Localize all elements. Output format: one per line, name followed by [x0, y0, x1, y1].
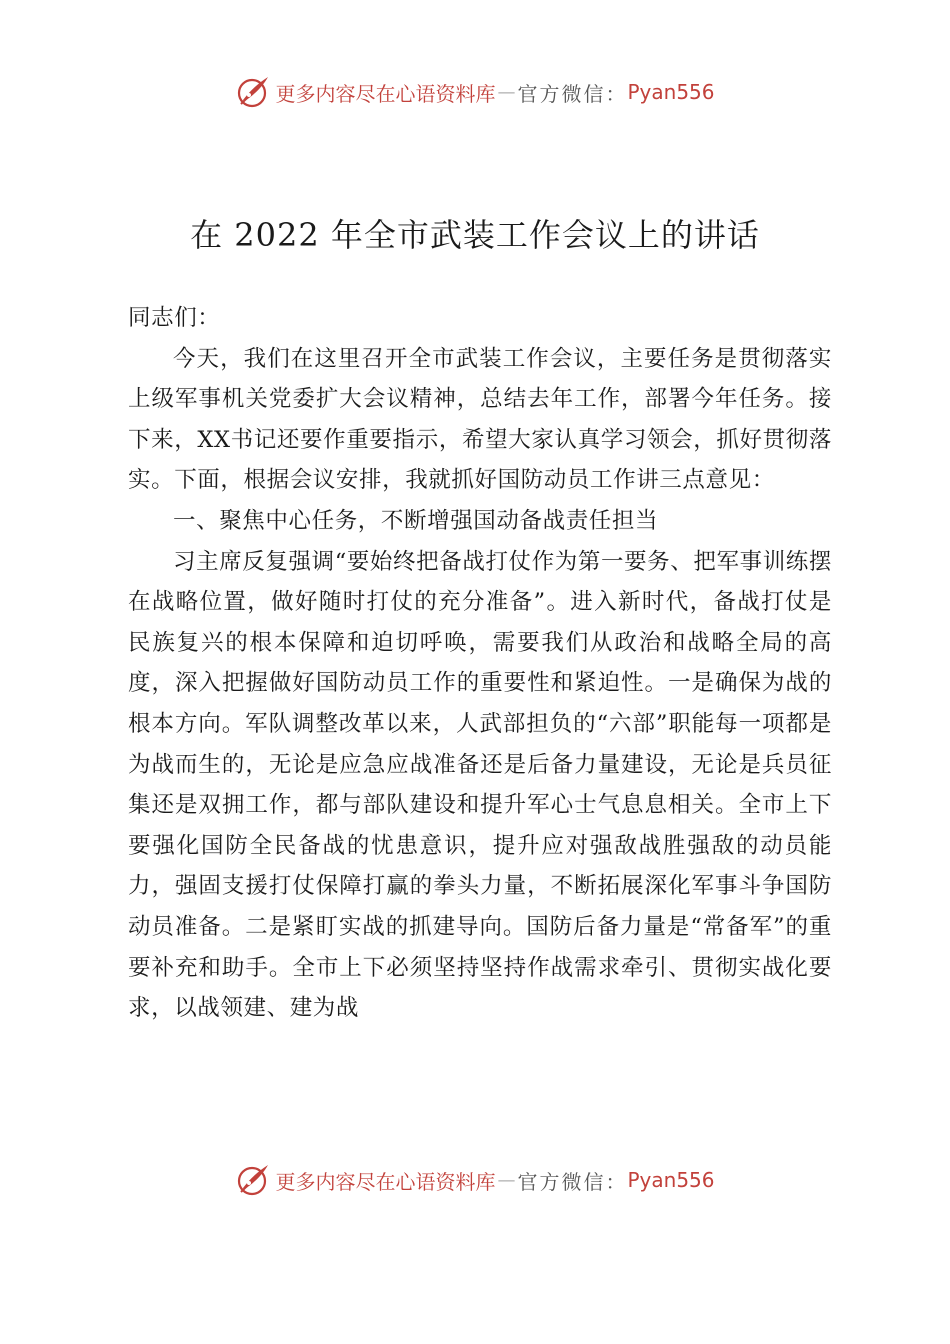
document-body — [128, 298, 832, 1029]
banner-wechat-label: 官方微信： — [517, 81, 628, 106]
banner-slogan: 更多内容尽在心语资料库 — [275, 81, 496, 106]
banner-dash: — — [497, 1169, 516, 1191]
quill-pen-logo-icon — [235, 1162, 271, 1198]
salutation: 同志们： — [128, 305, 221, 331]
document-title: 在 2022 年全市武装工作会议上的讲话 — [190, 216, 760, 254]
header-banner — [0, 70, 950, 114]
section-heading-1: 一、聚焦中心任务，不断增强国动备战责任担当 — [173, 507, 659, 534]
footer-banner — [0, 1158, 950, 1202]
banner-wechat-id: Pyan556 — [627, 80, 715, 104]
banner-wechat-id: Pyan556 — [627, 1168, 715, 1192]
quill-pen-logo-icon — [235, 74, 271, 110]
paragraph-intro: 今天，我们在这里召开全市武装工作会议，主要任务是贯彻落实上级军事机关党委扩大会议精神，总结去年工作，部署今年任务。接下来，XX书记还要作重要指示，希望大家认真学习领会，抓好贯彻落实。下面，根据会议安排，我就抓好国防动员工作讲三点意见： — [128, 345, 832, 494]
banner-slogan: 更多内容尽在心语资料库 — [275, 1169, 496, 1194]
banner-wechat-label: 官方微信： — [517, 1169, 628, 1194]
paragraph-section-1: 习主席反复强调“要始终把备战打仗作为第一要务、把军事训练摆在战略位置，做好随时打仗的充分准备”。进入新时代，备战打仗是民族复兴的根本保障和迫切呼唤，需要我们从政治和战略全局的高度，深入把握做好国防动员工作的重要性和紧迫性。一是确保为战的根本方向。军队调整改革以来，人武部担负的“六部”职能每一项都是为战而生的，无论是应急应战准备还是后备力量建设，无论是兵员征集还是双拥工作，都与部队建设和提升军心士气息息相关。全市上下要强化国防全民备战的忧患意识，提升应对强敌战胜强敌的动员能力，强固支援打仗保障打赢的拳头力量，不断拓展深化军事斗争国防动员准备。二是紧盯实战的抓建导向。国防后备力量是“常备军”的重要补充和助手。全市上下必须坚持坚持作战需求牵引、贯彻实战化要求，以战领建、建为战 — [128, 548, 832, 1022]
banner-dash: — — [497, 81, 516, 103]
